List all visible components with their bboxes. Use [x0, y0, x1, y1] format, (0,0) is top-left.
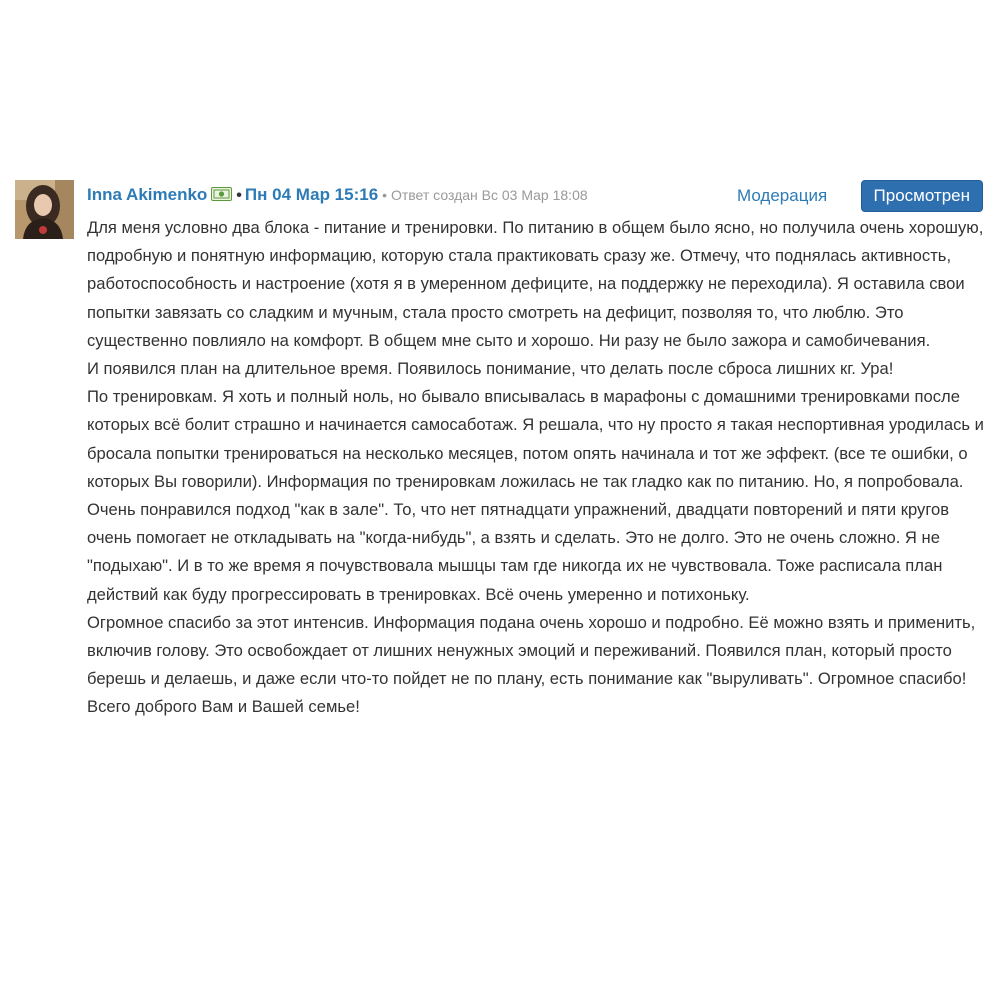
money-bill-icon [211, 185, 232, 199]
comment-paragraph: Для меня условно два блока - питание и тренировки. По питанию в общем было ясно, но получила очень хорошую, подробную и понятную информацию, которую стала практиковать сразу же. Отмечу, что поднялась активность, работоспособность и настроение (хотя я в умеренном дефиците, на поддержку не переходила). Я оставила свои попытки завязать со сладким и мучным, стала просто смотреть на дефицит, позволяя то, что люблю. Это существенно повлияло на комфорт. В общем мне сыто и хорошо. Ни разу не было зажора и самобичевания. [87, 218, 984, 350]
avatar[interactable] [15, 180, 74, 239]
comment-meta [87, 184, 588, 207]
comment-paragraph: Огромное спасибо за этот интенсив. Информация подана очень хорошо и подробно. Её можно взять и применить, включив голову. Это освобождает от лишних ненужных эмоций и переживаний. Появился план, который просто берешь и делаешь, и даже если что-то пойдет не по плану, есть понимание как "выруливать". Огромное спасибо! Всего доброго Вам и Вашей семье! [87, 612, 976, 717]
viewed-button[interactable]: Просмотрен [861, 180, 983, 212]
author-link[interactable]: Inna Akimenko [87, 185, 208, 204]
separator-dot: • [236, 187, 242, 204]
comment-header [87, 178, 985, 212]
reply-created-meta: • Ответ создан Вс 03 Мар 18:08 [382, 187, 588, 203]
comment-body [87, 214, 985, 722]
comment-date-link[interactable]: Пн 04 Мар 15:16 [244, 185, 379, 204]
comment-paragraph: И появился план на длительное время. Появилось понимание, что делать после сброса лишних кг. Ура! [87, 359, 894, 379]
moderation-link[interactable]: Модерация [737, 186, 828, 205]
avatar-image [15, 180, 74, 239]
comment-paragraph: По тренировкам. Я хоть и полный ноль, но бывало вписывалась в марафоны с домашними тренировками после которых всё болит страшно и начинается самосаботаж. Я решала, что ну просто я такая неспортивная уродилась и бросала попытки тренироваться на несколько месяцев, потом опять начинала и тот же эффект. (все те ошибки, о которых Вы говорили). Информация по тренировкам ложилась не так гладко как по питанию. Но, я попробовала. Очень понравился подход "как в зале". То, что нет пятнадцати упражнений, двадцати повторений и пяти кругов очень помогает не откладывать на "когда-нибудь", а взять и сделать. Это не долго. Это не очень сложно. Я не "подыхаю". И в то же время я почувствовала мышцы там где никогда их не чувствовала. Тоже расписала план действий как буду прогрессировать в тренировках. Всё очень умеренно и потихоньку. [87, 387, 984, 604]
